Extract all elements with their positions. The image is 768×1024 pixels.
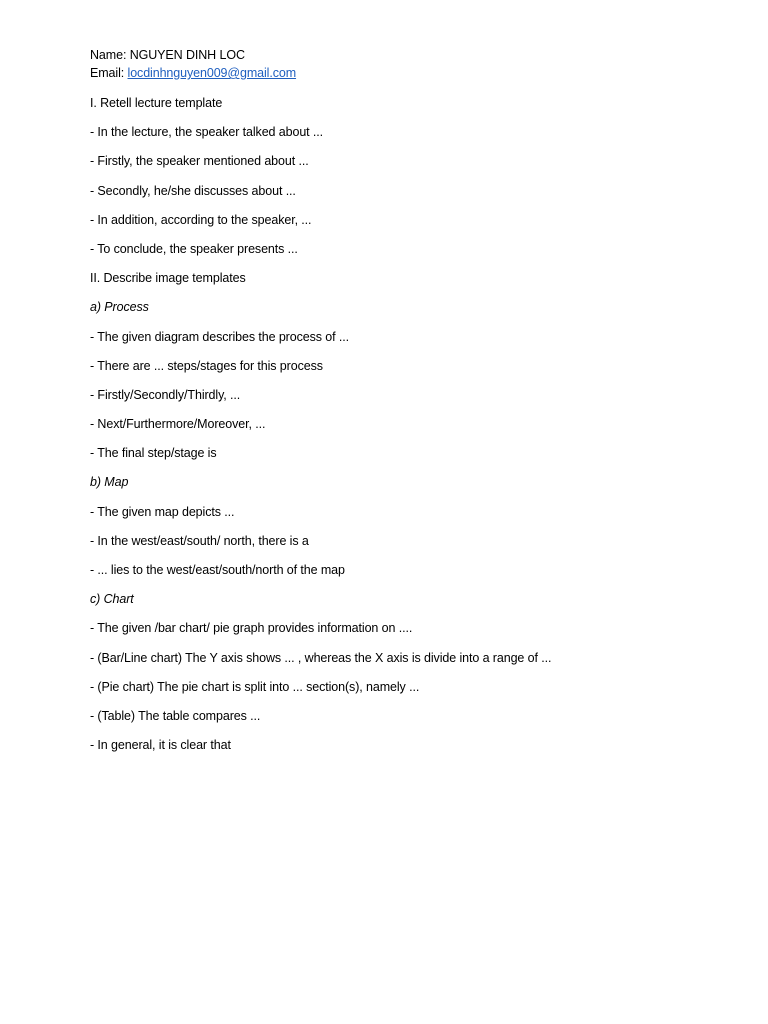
template-line: - Firstly, the speaker mentioned about ... <box>90 154 309 169</box>
template-line: - The given map depicts ... <box>90 504 235 519</box>
subsection-heading: b) Map <box>90 475 129 490</box>
template-line: - Firstly/Secondly/Thirdly, ... <box>90 387 241 402</box>
template-line: - Next/Furthermore/Moreover, ... <box>90 417 266 432</box>
template-line: - The given /bar chart/ pie graph provides information on .... <box>90 621 413 636</box>
email-label: Email: <box>90 66 125 80</box>
email-link[interactable]: locdinhnguyen009@gmail.com <box>127 66 297 80</box>
template-lines <box>90 94 710 765</box>
document-content <box>90 46 710 765</box>
email-line <box>90 64 710 82</box>
template-line: - In the lecture, the speaker talked about ... <box>90 125 324 140</box>
template-line: - In addition, according to the speaker, ... <box>90 212 312 227</box>
template-line: - In the west/east/south/ north, there is a <box>90 533 309 548</box>
name-label: Name: <box>90 48 127 62</box>
subsection-heading: c) Chart <box>90 592 134 607</box>
template-line: - To conclude, the speaker presents ... <box>90 241 298 256</box>
template-line: - ... lies to the west/east/south/north of the map <box>90 563 345 577</box>
section-heading: II. Describe image templates <box>90 271 246 286</box>
name-line <box>90 46 710 64</box>
template-line: - In general, it is clear that <box>90 738 231 753</box>
name-value: NGUYEN DINH LOC <box>129 48 245 62</box>
subsection-heading: a) Process <box>90 300 149 315</box>
section-heading: I. Retell lecture template <box>90 96 223 110</box>
template-line: - (Bar/Line chart) The Y axis shows ... , whereas the X axis is divide into a range of ... <box>90 650 552 665</box>
template-line: - The final step/stage is <box>90 446 217 461</box>
template-line: - The given diagram describes the process of ... <box>90 329 349 344</box>
template-line: - Secondly, he/she discusses about ... <box>90 183 296 198</box>
template-line: - There are ... steps/stages for this process <box>90 358 323 373</box>
template-line: - (Table) The table compares ... <box>90 708 261 723</box>
template-line: - (Pie chart) The pie chart is split into ... section(s), namely ... <box>90 679 420 694</box>
